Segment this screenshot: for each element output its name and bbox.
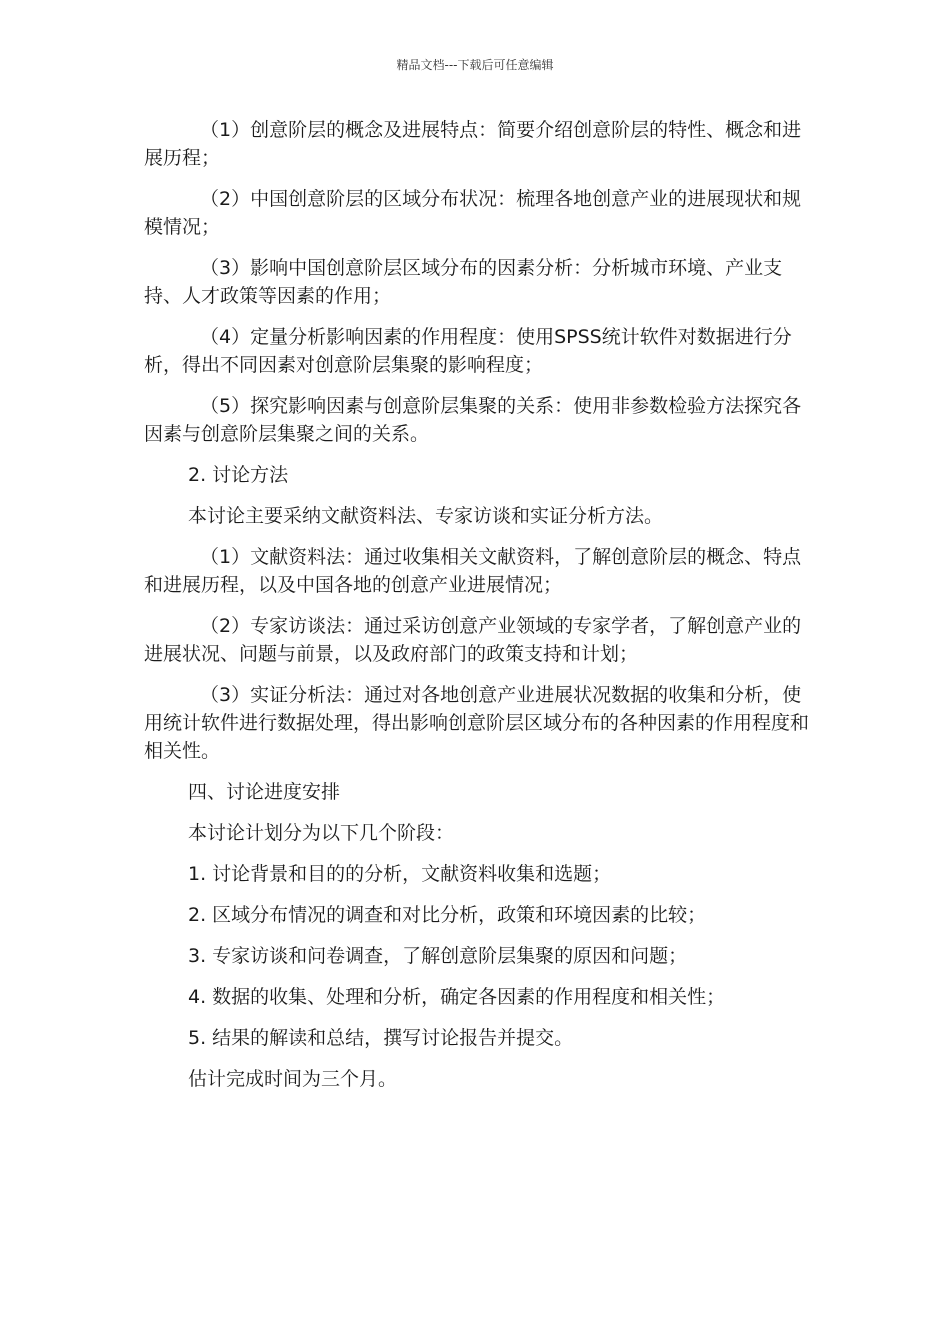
list-item-stage-1: 1. 讨论背景和目的的分析，文献资料收集和选题； — [188, 863, 612, 885]
paragraph-method-3: （3）实证分析法：通过对各地创意产业进展状况数据的收集和分析，使用统计软件进行数据处理，得出影响创意阶层区域分布的各种因素的作用程度和相关性。 — [144, 684, 810, 762]
section-heading-schedule: 四、讨论进度安排 — [188, 781, 341, 803]
paragraph-objective-1: （1）创意阶层的概念及进展特点：简要介绍创意阶层的特性、概念和进展历程； — [144, 119, 802, 169]
paragraph-objective-2: （2）中国创意阶层的区域分布状况：梳理各地创意产业的进展现状和规模情况； — [144, 188, 802, 238]
paragraph-schedule-intro: 本讨论计划分为以下几个阶段： — [188, 822, 455, 844]
paragraph-objective-5: （5）探究影响因素与创意阶层集聚的关系：使用非参数检验方法探究各因素与创意阶层集聚之间的关系。 — [144, 395, 802, 445]
paragraph-method-1: （1）文献资料法：通过收集相关文献资料，了解创意阶层的概念、特点和进展历程，以及中国各地的创意产业进展情况； — [144, 546, 802, 596]
list-item-stage-3: 3. 专家访谈和问卷调查，了解创意阶层集聚的原因和问题； — [188, 945, 688, 967]
list-item-stage-5: 5. 结果的解读和总结，撰写讨论报告并提交。 — [188, 1027, 574, 1049]
page-header: 精品文档---下载后可任意编辑 — [396, 58, 554, 72]
paragraph-objective-4: （4）定量分析影响因素的作用程度：使用SPSS统计软件对数据进行分析，得出不同因素对创意阶层集聚的影响程度； — [144, 326, 792, 376]
list-item-stage-2: 2. 区域分布情况的调查和对比分析，政策和环境因素的比较； — [188, 904, 707, 926]
paragraph-objective-3: （3）影响中国创意阶层区域分布的因素分析：分析城市环境、产业支持、人才政策等因素的作用； — [144, 257, 783, 307]
paragraph-completion-time: 估计完成时间为三个月。 — [188, 1068, 398, 1090]
paragraph-methods-intro: 本讨论主要采纳文献资料法、专家访谈和实证分析方法。 — [188, 505, 664, 527]
section-heading-methods: 2. 讨论方法 — [188, 464, 289, 486]
document-body — [144, 116, 812, 1106]
list-item-stage-4: 4. 数据的收集、处理和分析，确定各因素的作用程度和相关性； — [188, 986, 726, 1008]
paragraph-method-2: （2）专家访谈法：通过采访创意产业领域的专家学者，了解创意产业的进展状况、问题与前景，以及政府部门的政策支持和计划； — [144, 615, 802, 665]
